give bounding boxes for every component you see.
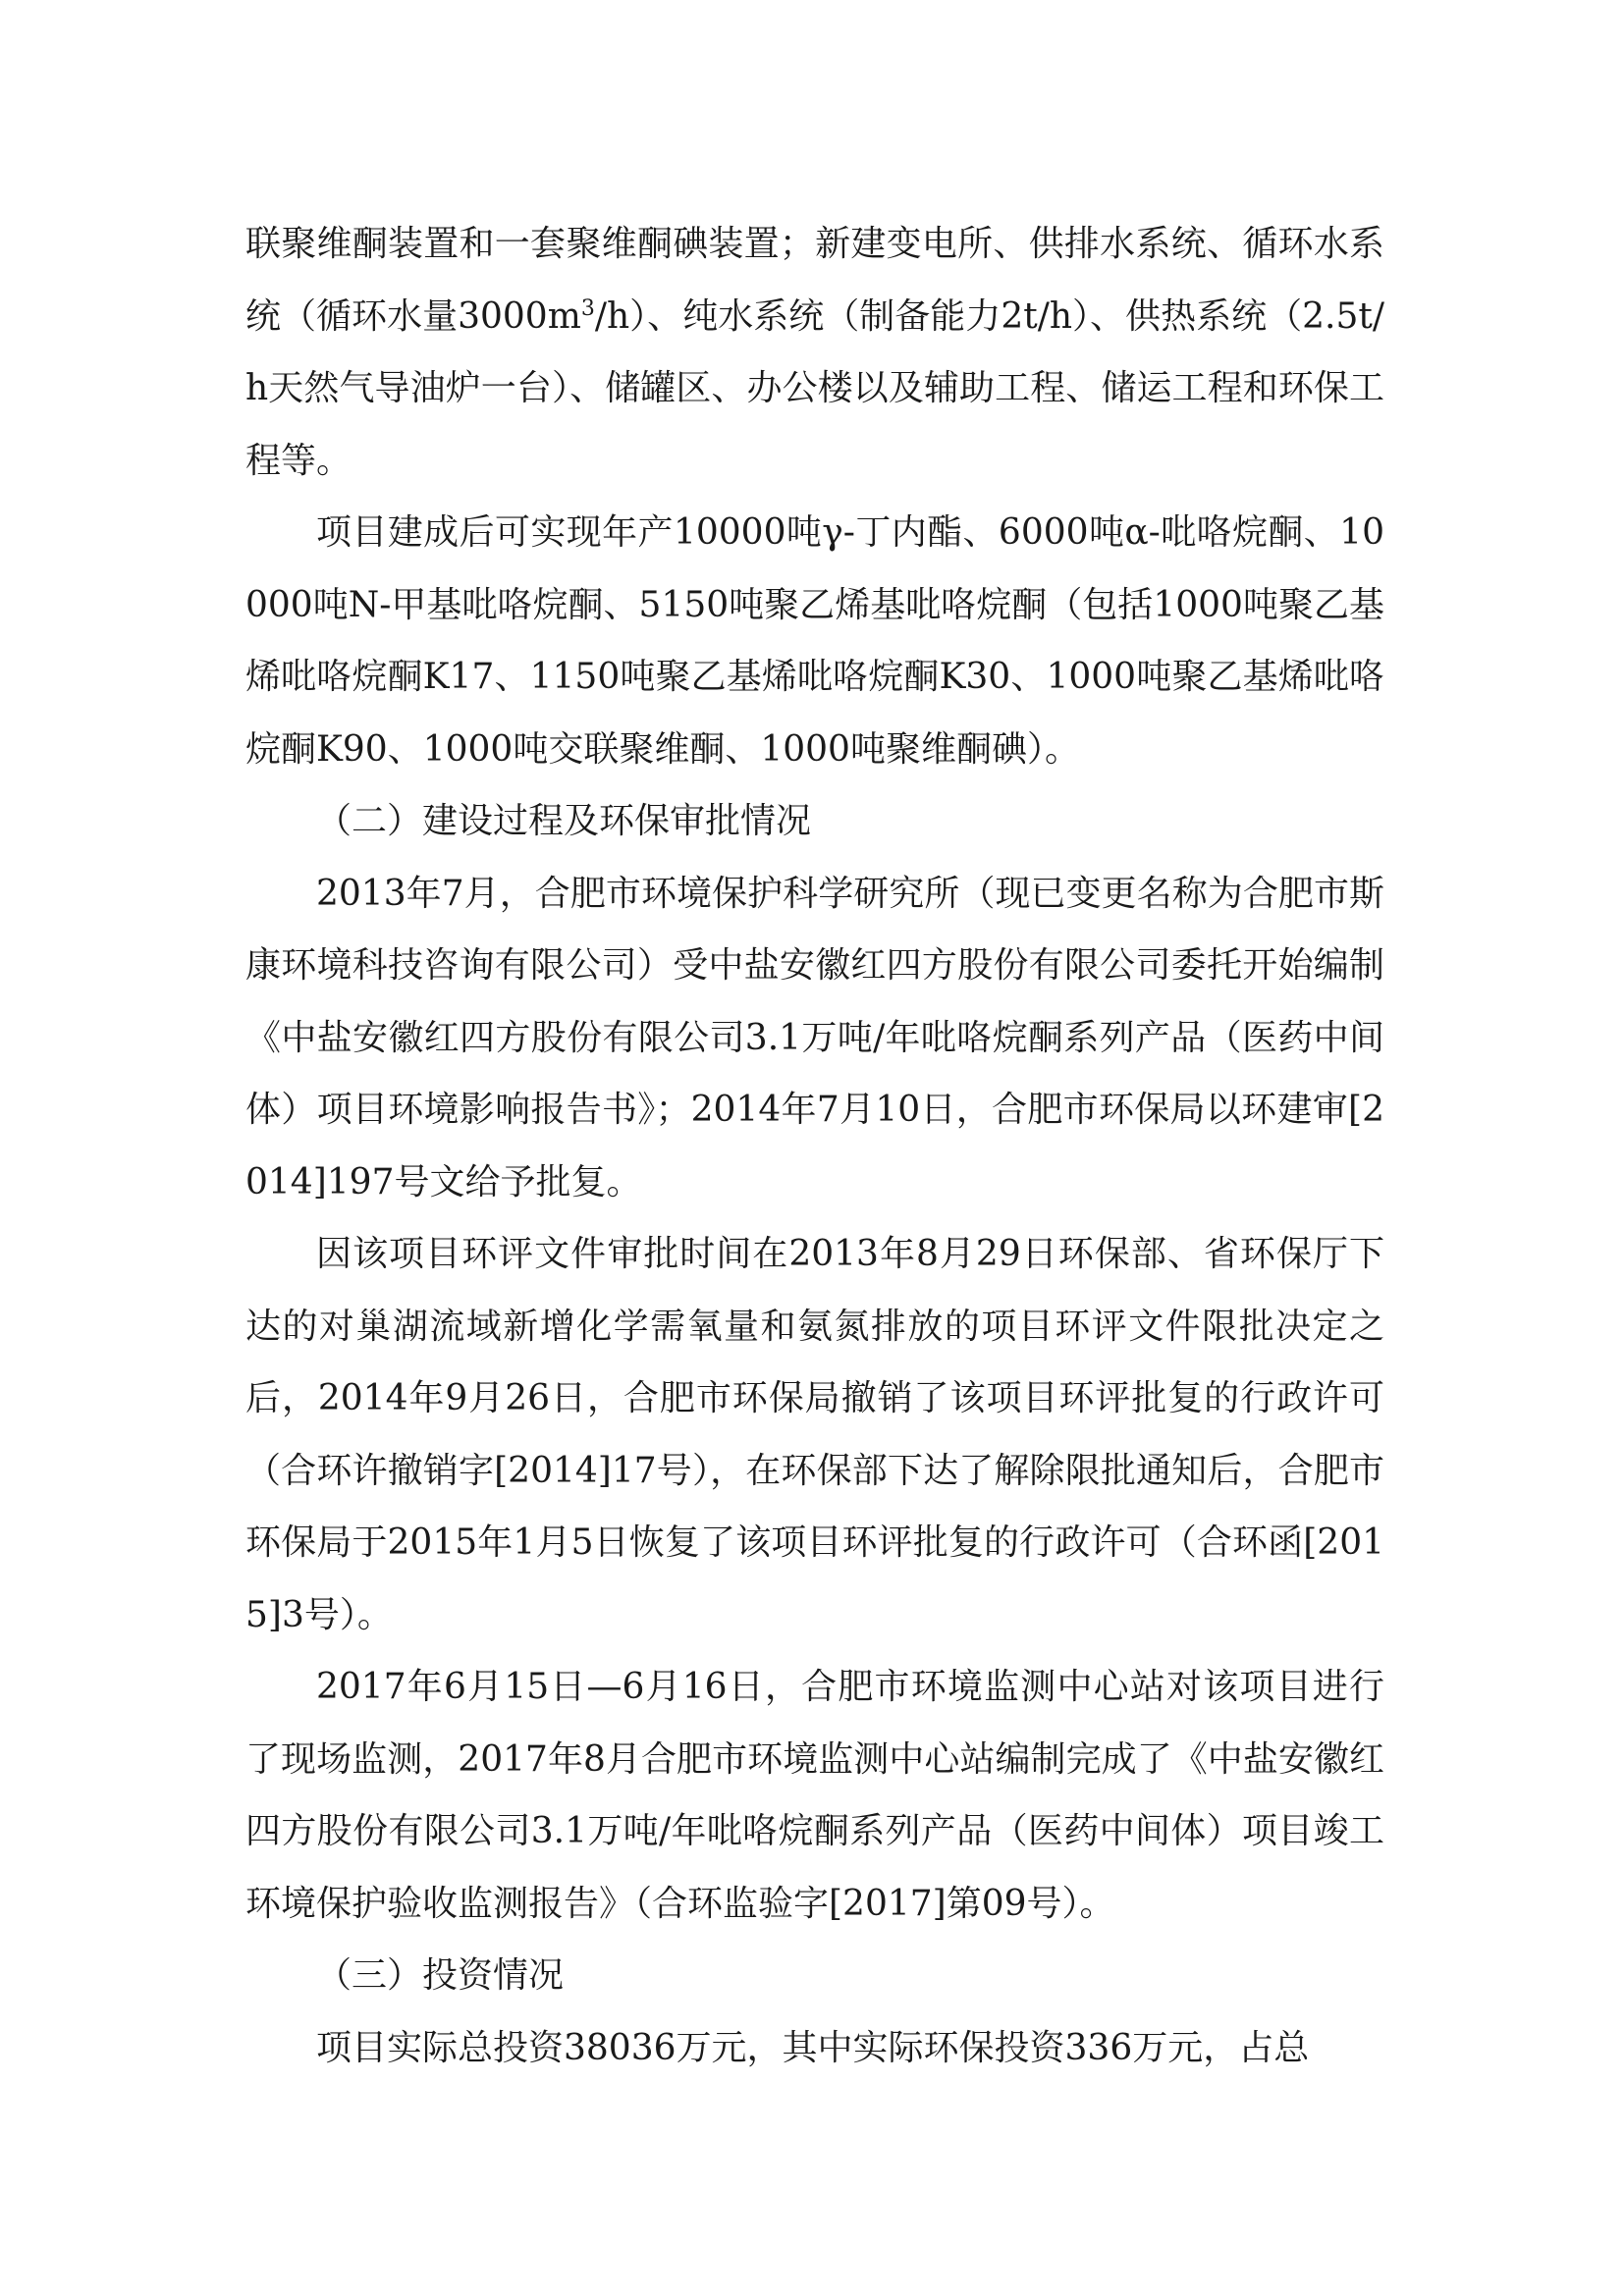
superscript-cubic: 3 xyxy=(580,295,595,321)
paragraph-facilities-text: 联聚维酮装置和一套聚维酮碘装置；新建变电所、供排水系统、循环水系统（循环水量3000m xyxy=(245,224,1384,337)
paragraph-approval-revocation: 因该项目环评文件审批时间在2013年8月29日环保部、省环保厅下达的对巢湖流域新增化学需氧量和氨氮排放的项目环评文件限批决定之后，2014年9月26日，合肥市环保局撤销了该项目环评批复的行政许可（合环许撤销字[2014]17号），在环保部下达了解除限批通知后，合肥市环保局于2015年1月5日恢复了该项目环评批复的行政许可（合环函[2015]3号）。 xyxy=(245,1234,1384,1635)
document-body xyxy=(245,208,1384,2084)
paragraph-monitoring: 2017年6月15日—6月16日，合肥市环境监测中心站对该项目进行了现场监测，2017年8月合肥市环境监测中心站编制完成了《中盐安徽红四方股份有限公司3.1万吨/年吡咯烷酮系列产品（医药中间体）项目竣工环境保护验收监测报告》（合环监验字[2017]第09号）。 xyxy=(245,1667,1384,1924)
paragraph-facilities-text-rest: /h）、纯水系统（制备能力2t/h）、供热系统（2.5t/h天然气导油炉一台）、储罐区、办公楼以及辅助工程、储运工程和环保工程等。 xyxy=(245,295,1384,481)
section-heading-approval: （二）建设过程及环保审批情况 xyxy=(316,801,812,841)
section-heading-investment: （三）投资情况 xyxy=(316,1955,565,1996)
paragraph-production-capacity: 项目建成后可实现年产10000吨γ-丁内酯、6000吨α-吡咯烷酮、10000吨N-甲基吡咯烷酮、5150吨聚乙烯基吡咯烷酮（包括1000吨聚乙基烯吡咯烷酮K17、1150吨聚乙基烯吡咯烷酮K30、1000吨聚乙基烯吡咯烷酮K90、1000吨交联聚维酮、1000吨聚维酮碘）。 xyxy=(245,512,1384,770)
paragraph-investment: 项目实际总投资38036万元，其中实际环保投资336万元，占总 xyxy=(316,2027,1310,2068)
paragraph-facilities xyxy=(245,208,1384,497)
paragraph-eia-preparation: 2013年7月，合肥市环境保护科学研究所（现已变更名称为合肥市斯康环境科技咨询有限公司）受中盐安徽红四方股份有限公司委托开始编制《中盐安徽红四方股份有限公司3.1万吨/年吡咯烷酮系列产品（医药中间体）项目环境影响报告书》；2014年7月10日，合肥市环保局以环建审[2014]197号文给予批复。 xyxy=(245,873,1384,1202)
